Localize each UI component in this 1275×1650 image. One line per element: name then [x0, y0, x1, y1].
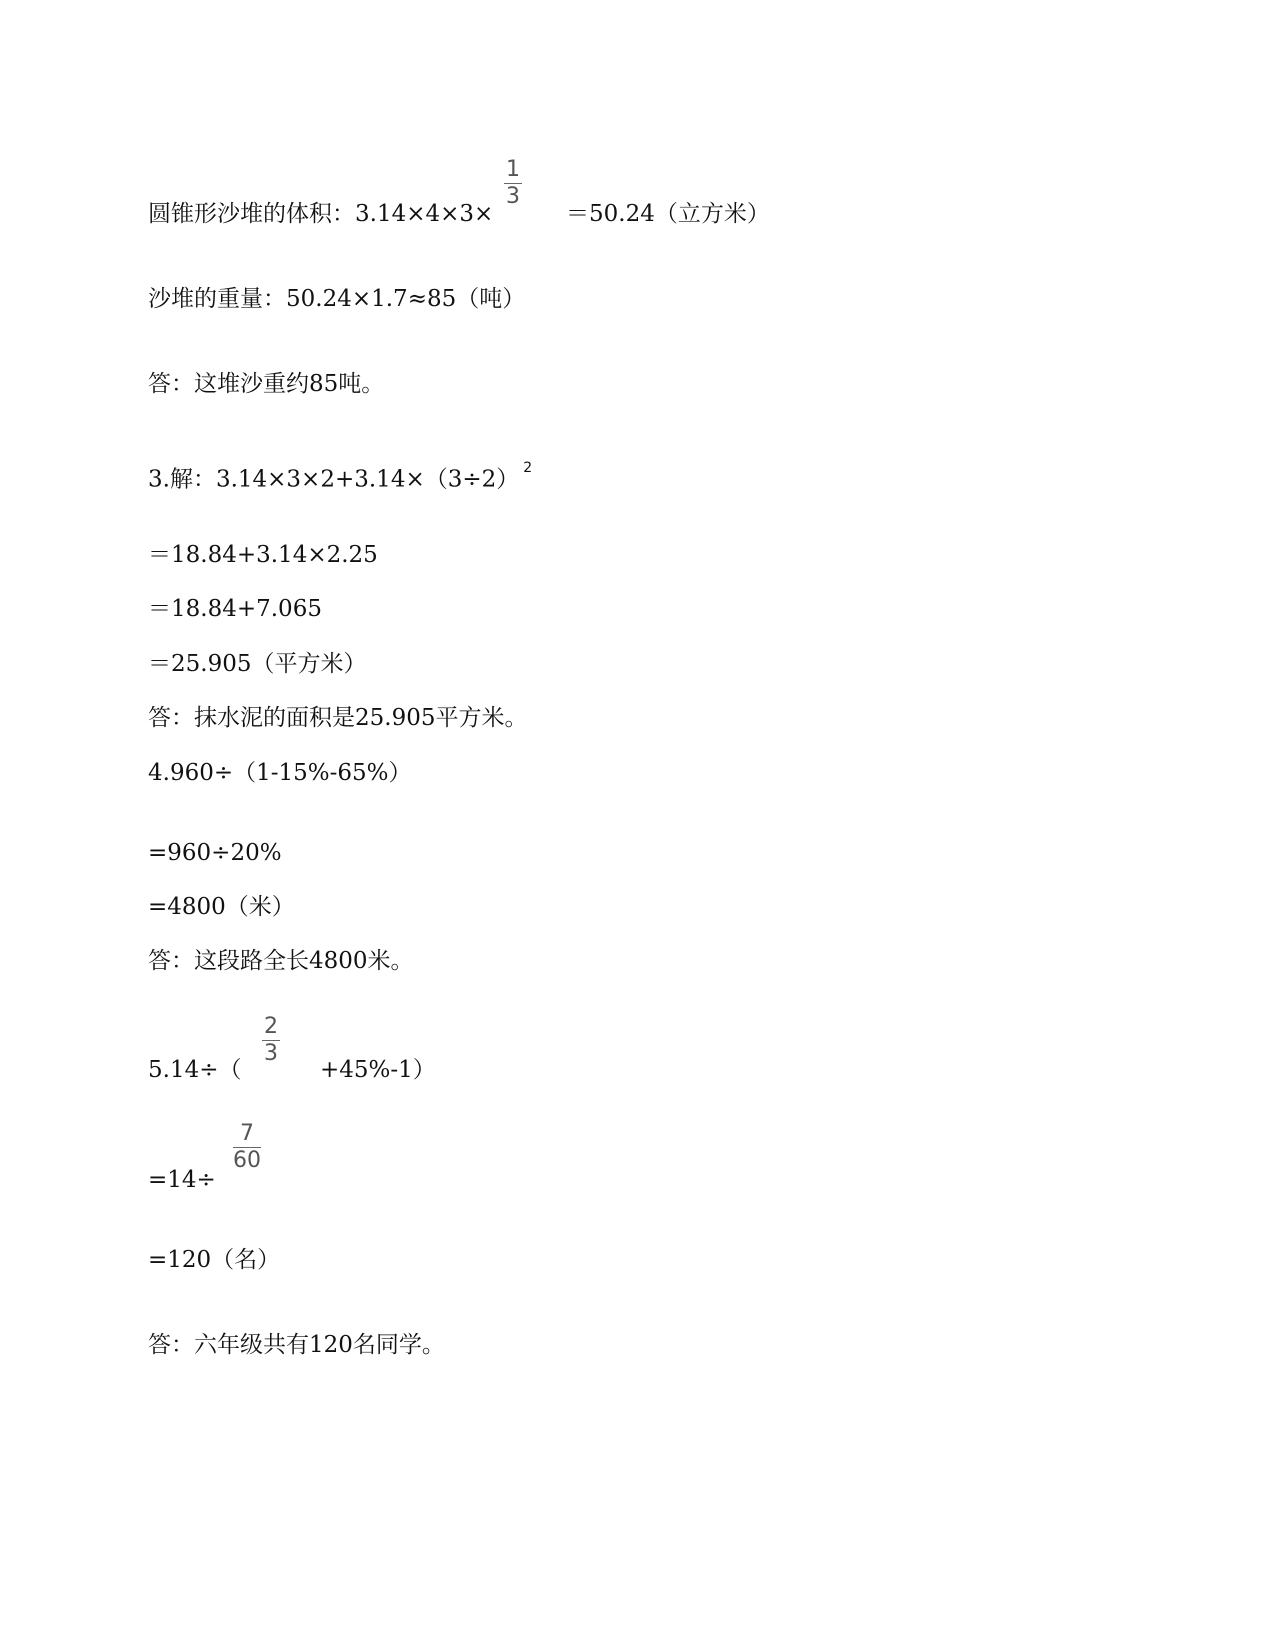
- answer-road-length: 答：这段路全长4800米。: [148, 948, 414, 974]
- fraction-two-thirds: [262, 1015, 280, 1066]
- q3-step-1: ＝18.84+3.14×2.25: [148, 542, 378, 568]
- cone-volume-result: ＝50.24（立方米）: [566, 201, 770, 227]
- sand-weight-line: 沙堆的重量：50.24×1.7≈85（吨）: [148, 286, 526, 312]
- fraction-denominator: 3: [506, 184, 520, 209]
- fraction-denominator: 60: [233, 1148, 261, 1173]
- q3-step-2: ＝18.84+7.065: [148, 596, 322, 622]
- q3-expression-line: [148, 460, 532, 494]
- q5-step-2: =120（名）: [148, 1247, 281, 1273]
- answer-student-count: 答：六年级共有120名同学。: [148, 1332, 445, 1358]
- q5-expression-start: 5.14÷（: [148, 1057, 242, 1083]
- fraction-one-third: [504, 158, 522, 209]
- fraction-numerator: 7: [240, 1121, 254, 1146]
- q3-step-3: ＝25.905（平方米）: [148, 651, 367, 677]
- exponent-squared: 2: [523, 460, 533, 476]
- cone-volume-expression: 圆锥形沙堆的体积：3.14×4×3×: [148, 201, 494, 227]
- fraction-denominator: 3: [264, 1041, 278, 1066]
- q4-expression: 4.960÷（1-15%-65%）: [148, 760, 412, 786]
- q4-step-2: =4800（米）: [148, 894, 295, 920]
- q3-expression: 3.解：3.14×3×2+3.14×（3÷2）: [148, 466, 520, 493]
- fraction-seven-sixtieths: [233, 1122, 261, 1173]
- answer-sand-weight: 答：这堆沙重约85吨。: [148, 371, 385, 397]
- fraction-numerator: 2: [264, 1014, 278, 1039]
- fraction-numerator: 1: [506, 157, 520, 182]
- q5-step-1: =14÷: [148, 1167, 216, 1193]
- q5-expression-end: +45%-1）: [320, 1057, 436, 1083]
- answer-cement-area: 答：抹水泥的面积是25.905平方米。: [148, 705, 528, 731]
- q4-step-1: =960÷20%: [148, 840, 282, 866]
